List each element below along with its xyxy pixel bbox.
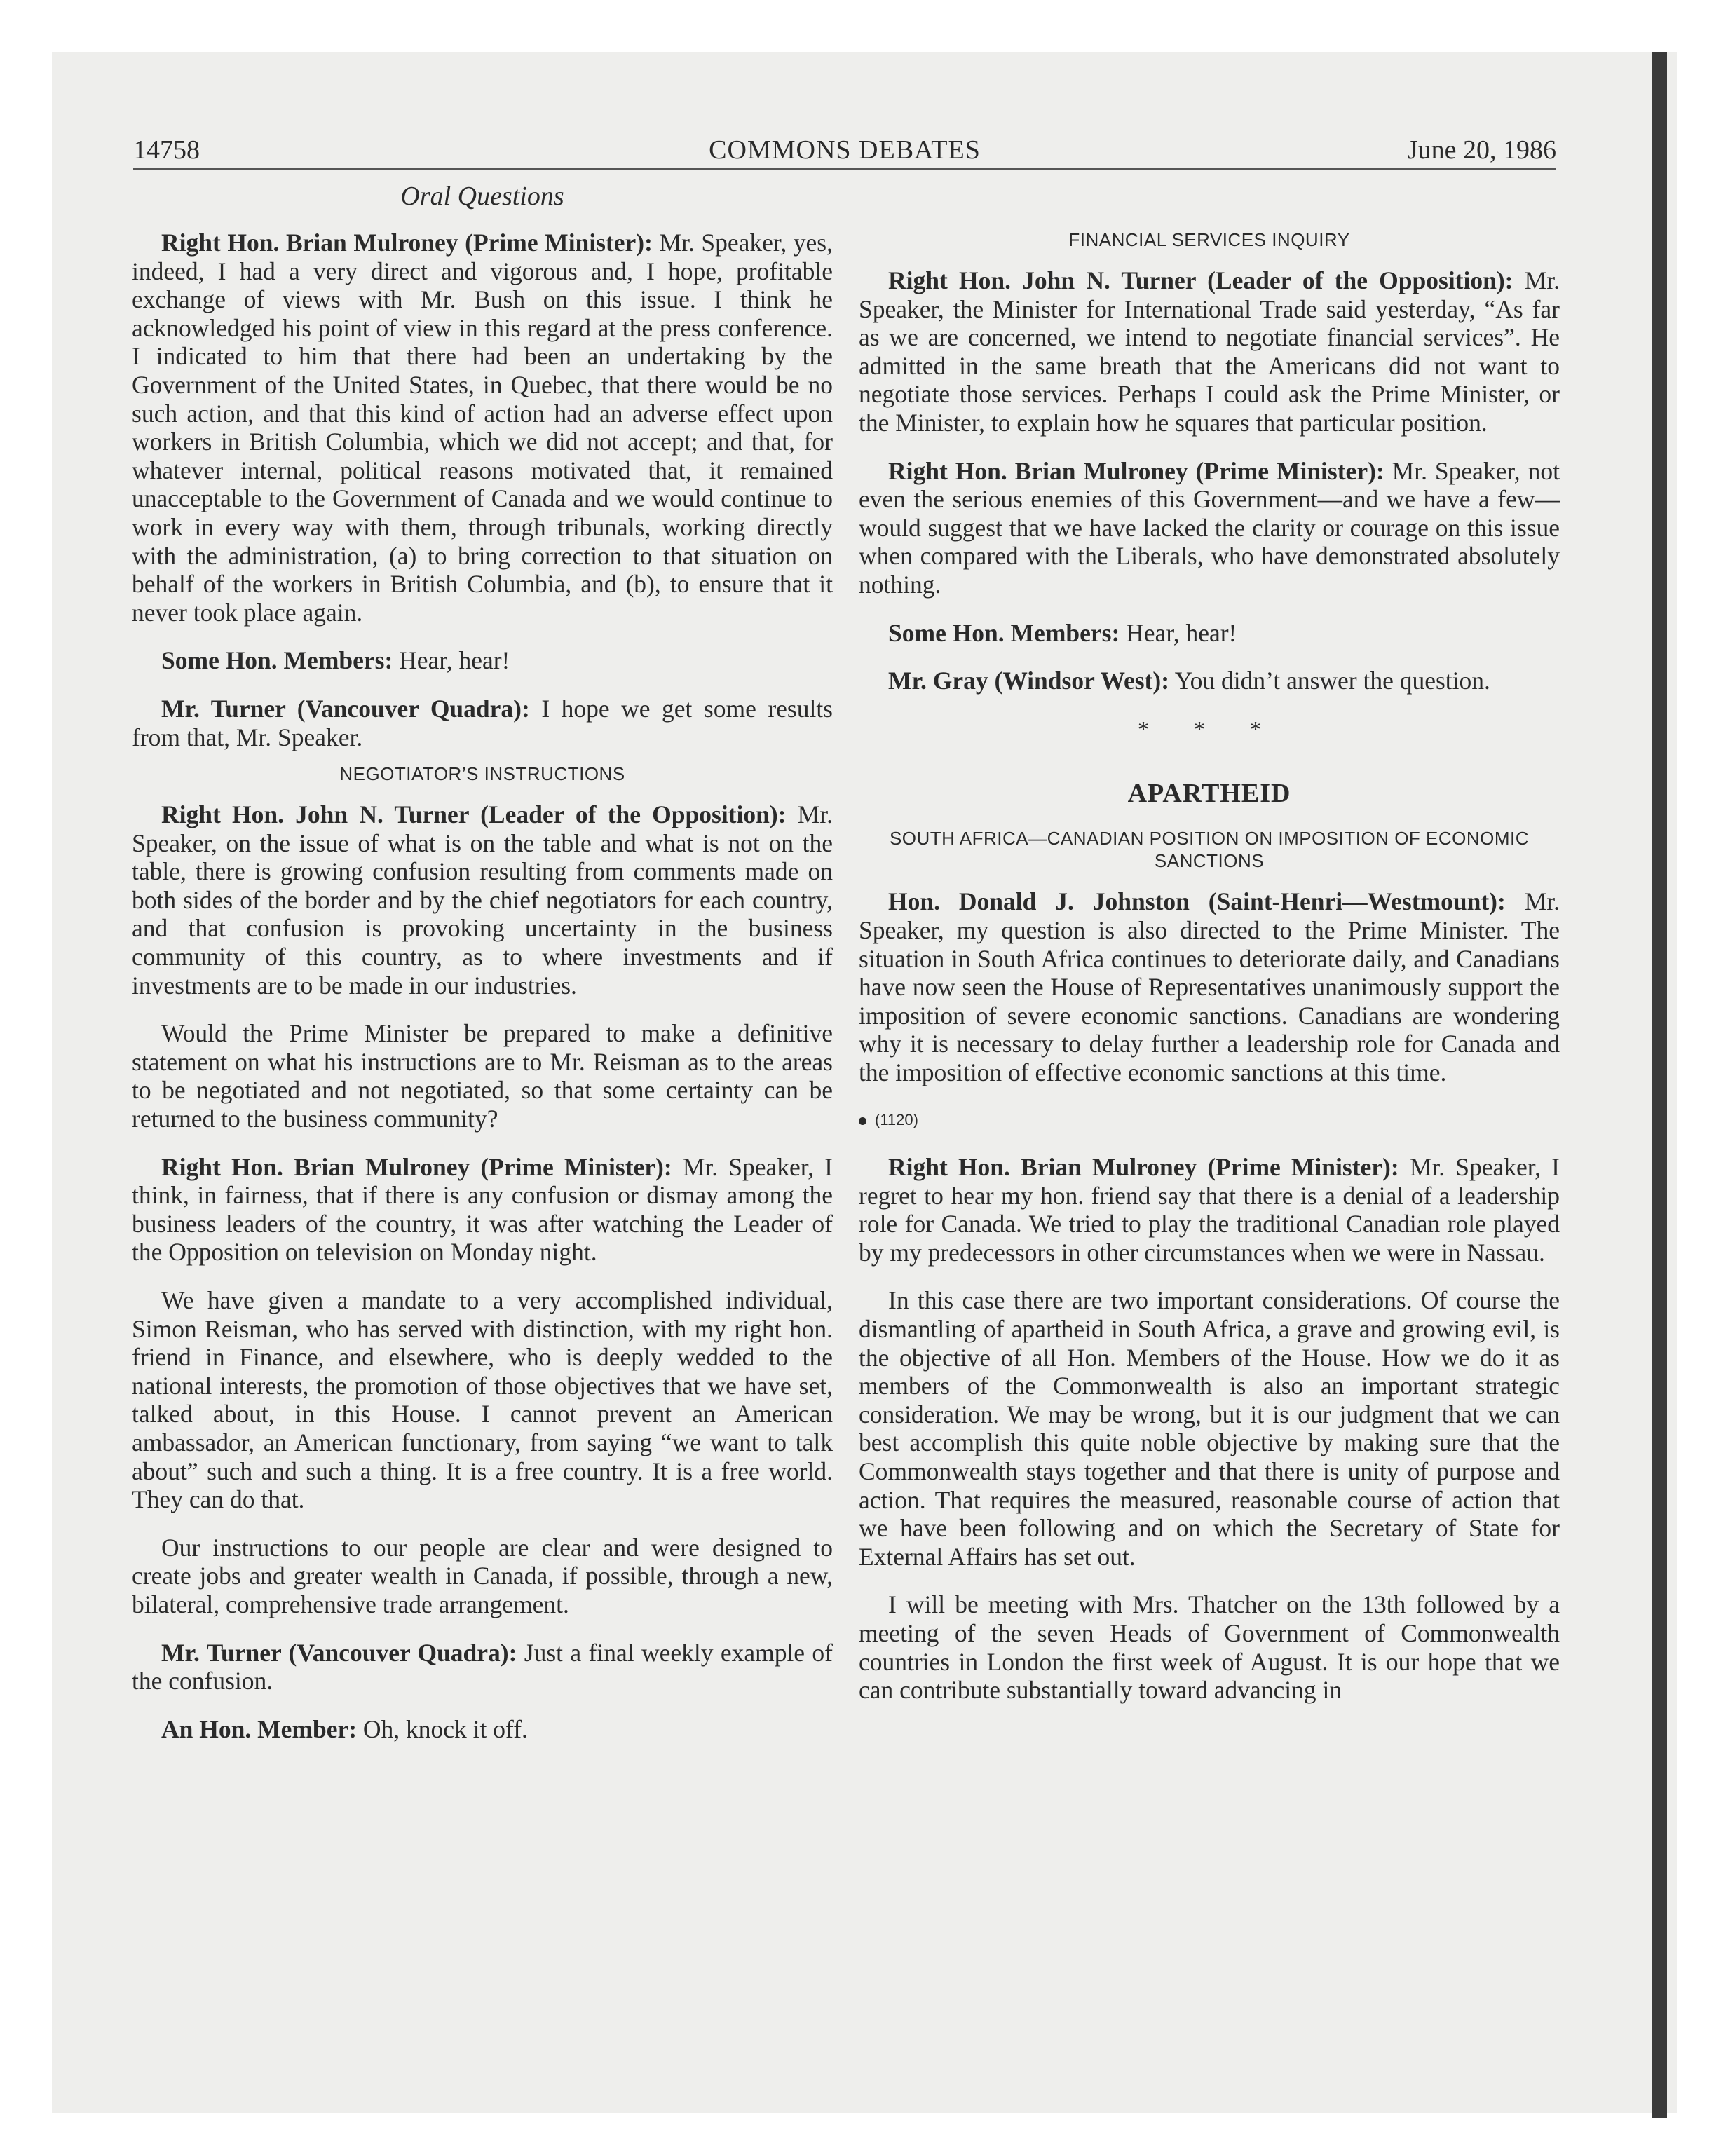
speech-text: I hope we get some results from that, Mr. Speaker. [132,694,833,751]
speech-paragraph [859,266,1560,437]
speech-text: Oh, knock it off. [357,1714,528,1743]
speaker-name: Right Hon. Brian Mulroney (Prime Minister): [161,1152,672,1181]
page-header [133,135,1556,168]
speech-paragraph [859,1153,1560,1267]
speaker-name: Right Hon. Brian Mulroney (Prime Minister): [888,1153,1399,1182]
speech-text: Mr. Speaker, the Minister for International Trade said yesterday, “As far as we are concerned, we intend to negotiate financial services”. He admitted in the same breath that the Americans did not want to negotiate those services. Perhaps I could ask the Prime Minister, or the Minister, to explain how he squares that particular position. [859,266,1560,437]
section-separator: * * * [1138,716,1281,742]
body-paragraph: Our instructions to our people are clear and were designed to create jobs and greater wealth in Canada, if possible, through a new, bilateral, comprehensive trade arrangement. [132,1533,833,1618]
speech-text: Just a final weekly example of the confusion. [132,1638,833,1696]
body-paragraph: I will be meeting with Mrs. Thatcher on the 13th followed by a meeting of the seven Heads of Government of Commonwealth countries in London the first week of August. It is our hope that we can contribute substantially toward advancing in [859,1590,1560,1705]
body-paragraph: Would the Prime Minister be prepared to make a definitive statement on what his instructions are to Mr. Reisman as to the areas to be negotiated and not negotiated, so that some certainty can be returned to the business community? [132,1019,833,1133]
speaker-name: An Hon. Member: [161,1714,358,1743]
speech-paragraph [859,457,1560,599]
speaker-name: Mr. Turner (Vancouver Quadra): [161,694,530,723]
speech-paragraph [859,887,1560,1086]
subheading: SOUTH AFRICA—CANADIAN POSITION ON IMPOSITION OF ECONOMIC SANCTIONS [889,828,1530,872]
page-number: 14758 [133,135,200,165]
speaker-name: Mr. Gray (Windsor West): [888,667,1170,695]
speaker-name: Right Hon. Brian Mulroney (Prime Minister): [888,456,1384,485]
subheading: NEGOTIATOR’S INSTRUCTIONS [339,763,625,785]
speech-paragraph [132,695,833,751]
page-date: June 20, 1986 [1407,135,1556,165]
speech-paragraph [132,800,833,999]
section-heading: APARTHEID [1127,779,1291,809]
speech-paragraph [859,667,1560,695]
time-stamp: (1120) [875,1111,918,1129]
speaker-name: Mr. Turner (Vancouver Quadra): [161,1638,517,1667]
speech-paragraph [132,1715,833,1744]
speech-paragraph [859,619,1560,648]
speech-paragraph [132,646,833,675]
publication-title: COMMONS DEBATES [709,135,981,165]
bullet-icon [859,1117,866,1125]
speech-paragraph [132,1153,833,1267]
right-column [859,181,1560,1724]
scan-edge-shadow [1652,52,1667,2118]
header-rule [133,168,1556,170]
speech-paragraph [132,1639,833,1696]
left-column [132,181,833,1763]
speaker-name: Right Hon. Brian Mulroney (Prime Minister): [161,228,653,257]
speech-text: Mr. Speaker, I think, in fairness, that if there is any confusion or dismay among the business leaders of the country, it was after watching the Leader of the Opposition on television on Monday night. [132,1152,833,1267]
speech-text: You didn’t answer the question. [1169,667,1490,695]
speech-text: Mr. Speaker, my question is also directed to the Prime Minister. The situation in South Africa continues to deteriorate daily, and Canadians have now seen the House of Representatives unanimously support the imposition of severe economic sanctions. Canadians are wondering why it is necessary to delay further a leadership role for Canada and the imposition of effective economic sanctions at this time. [859,887,1560,1086]
speaker-name: Right Hon. John N. Turner (Leader of the Opposition): [161,800,787,829]
section-rubric: Oral Questions [400,182,564,211]
speaker-name: Right Hon. John N. Turner (Leader of the Opposition): [888,266,1513,294]
time-marker [859,1106,1560,1135]
speaker-name: Hon. Donald J. Johnston (Saint-Henri—Westmount): [888,887,1506,916]
speech-text: Mr. Speaker, not even the serious enemies of this Government—and we have a few—would suggest that we have lacked the clarity or courage on this issue when compared with the Liberals, who have demonstrated absolutely nothing. [859,456,1560,599]
subheading: FINANCIAL SERVICES INQUIRY [1068,229,1350,250]
speaker-name: Some Hon. Members: [161,646,393,675]
speaker-name: Some Hon. Members: [888,618,1120,647]
speech-text: Mr. Speaker, yes, indeed, I had a very direct and vigorous and, I hope, profitable exchange of views with Mr. Bush on this issue. I think he acknowledged his point of view in this regard at the press conference. I indicated to him that there had been an undertaking by the Government of the United States, in Quebec, that there would be no such action, and that this kind of action had an adverse effect upon workers in British Columbia, which we did not accept; and that, for whatever internal, political reasons motivated that, it remained unacceptable to the Government of Canada and we would continue to work in every way with them, through tribunals, working directly with the administration, (a) to bring correction to that situation on behalf of the workers in British Columbia, and (b), to ensure that it never took place again. [132,228,833,627]
speech-text: Hear, hear! [1120,618,1237,647]
speech-text: Mr. Speaker, on the issue of what is on the table and what is not on the table, there is growing confusion resulting from comments made on both sides of the border and by the chief negotiators for each country, and that confusion is provoking uncertainty in the business community of this country, as to where investments and if investments are to be made in our industries. [132,800,833,999]
body-paragraph: We have given a mandate to a very accomplished individual, Simon Reisman, who has served with distinction, with my right hon. friend in Finance, and elsewhere, who is deeply wedded to the national interests, the promotion of those objectives that we have set, talked about, in this House. I cannot prevent an American ambassador, an American functionary, from saying “we want to talk about” such and such a thing. It is a free country. It is a free world. They can do that. [132,1286,833,1514]
speech-text: Mr. Speaker, I regret to hear my hon. friend say that there is a denial of a leadership role for Canada. We tried to play the traditional Canadian role played by my predecessors in other circumstances when we were in Nassau. [859,1153,1560,1267]
speech-paragraph [132,228,833,627]
speech-text: Hear, hear! [393,646,510,675]
body-paragraph: In this case there are two important considerations. Of course the dismantling of apartheid in South Africa, a grave and growing evil, is the objective of all Hon. Members of the House. How we do it as members of the Commonwealth is also an important strategic consideration. We may be wrong, but it is our judgment that we can best accomplish this quite noble objective by making sure that the Commonwealth stays together and that there is unity of purpose and action. That requires the measured, reasonable course of action that we have been following and on which the Secretary of State for External Affairs has set out. [859,1286,1560,1571]
